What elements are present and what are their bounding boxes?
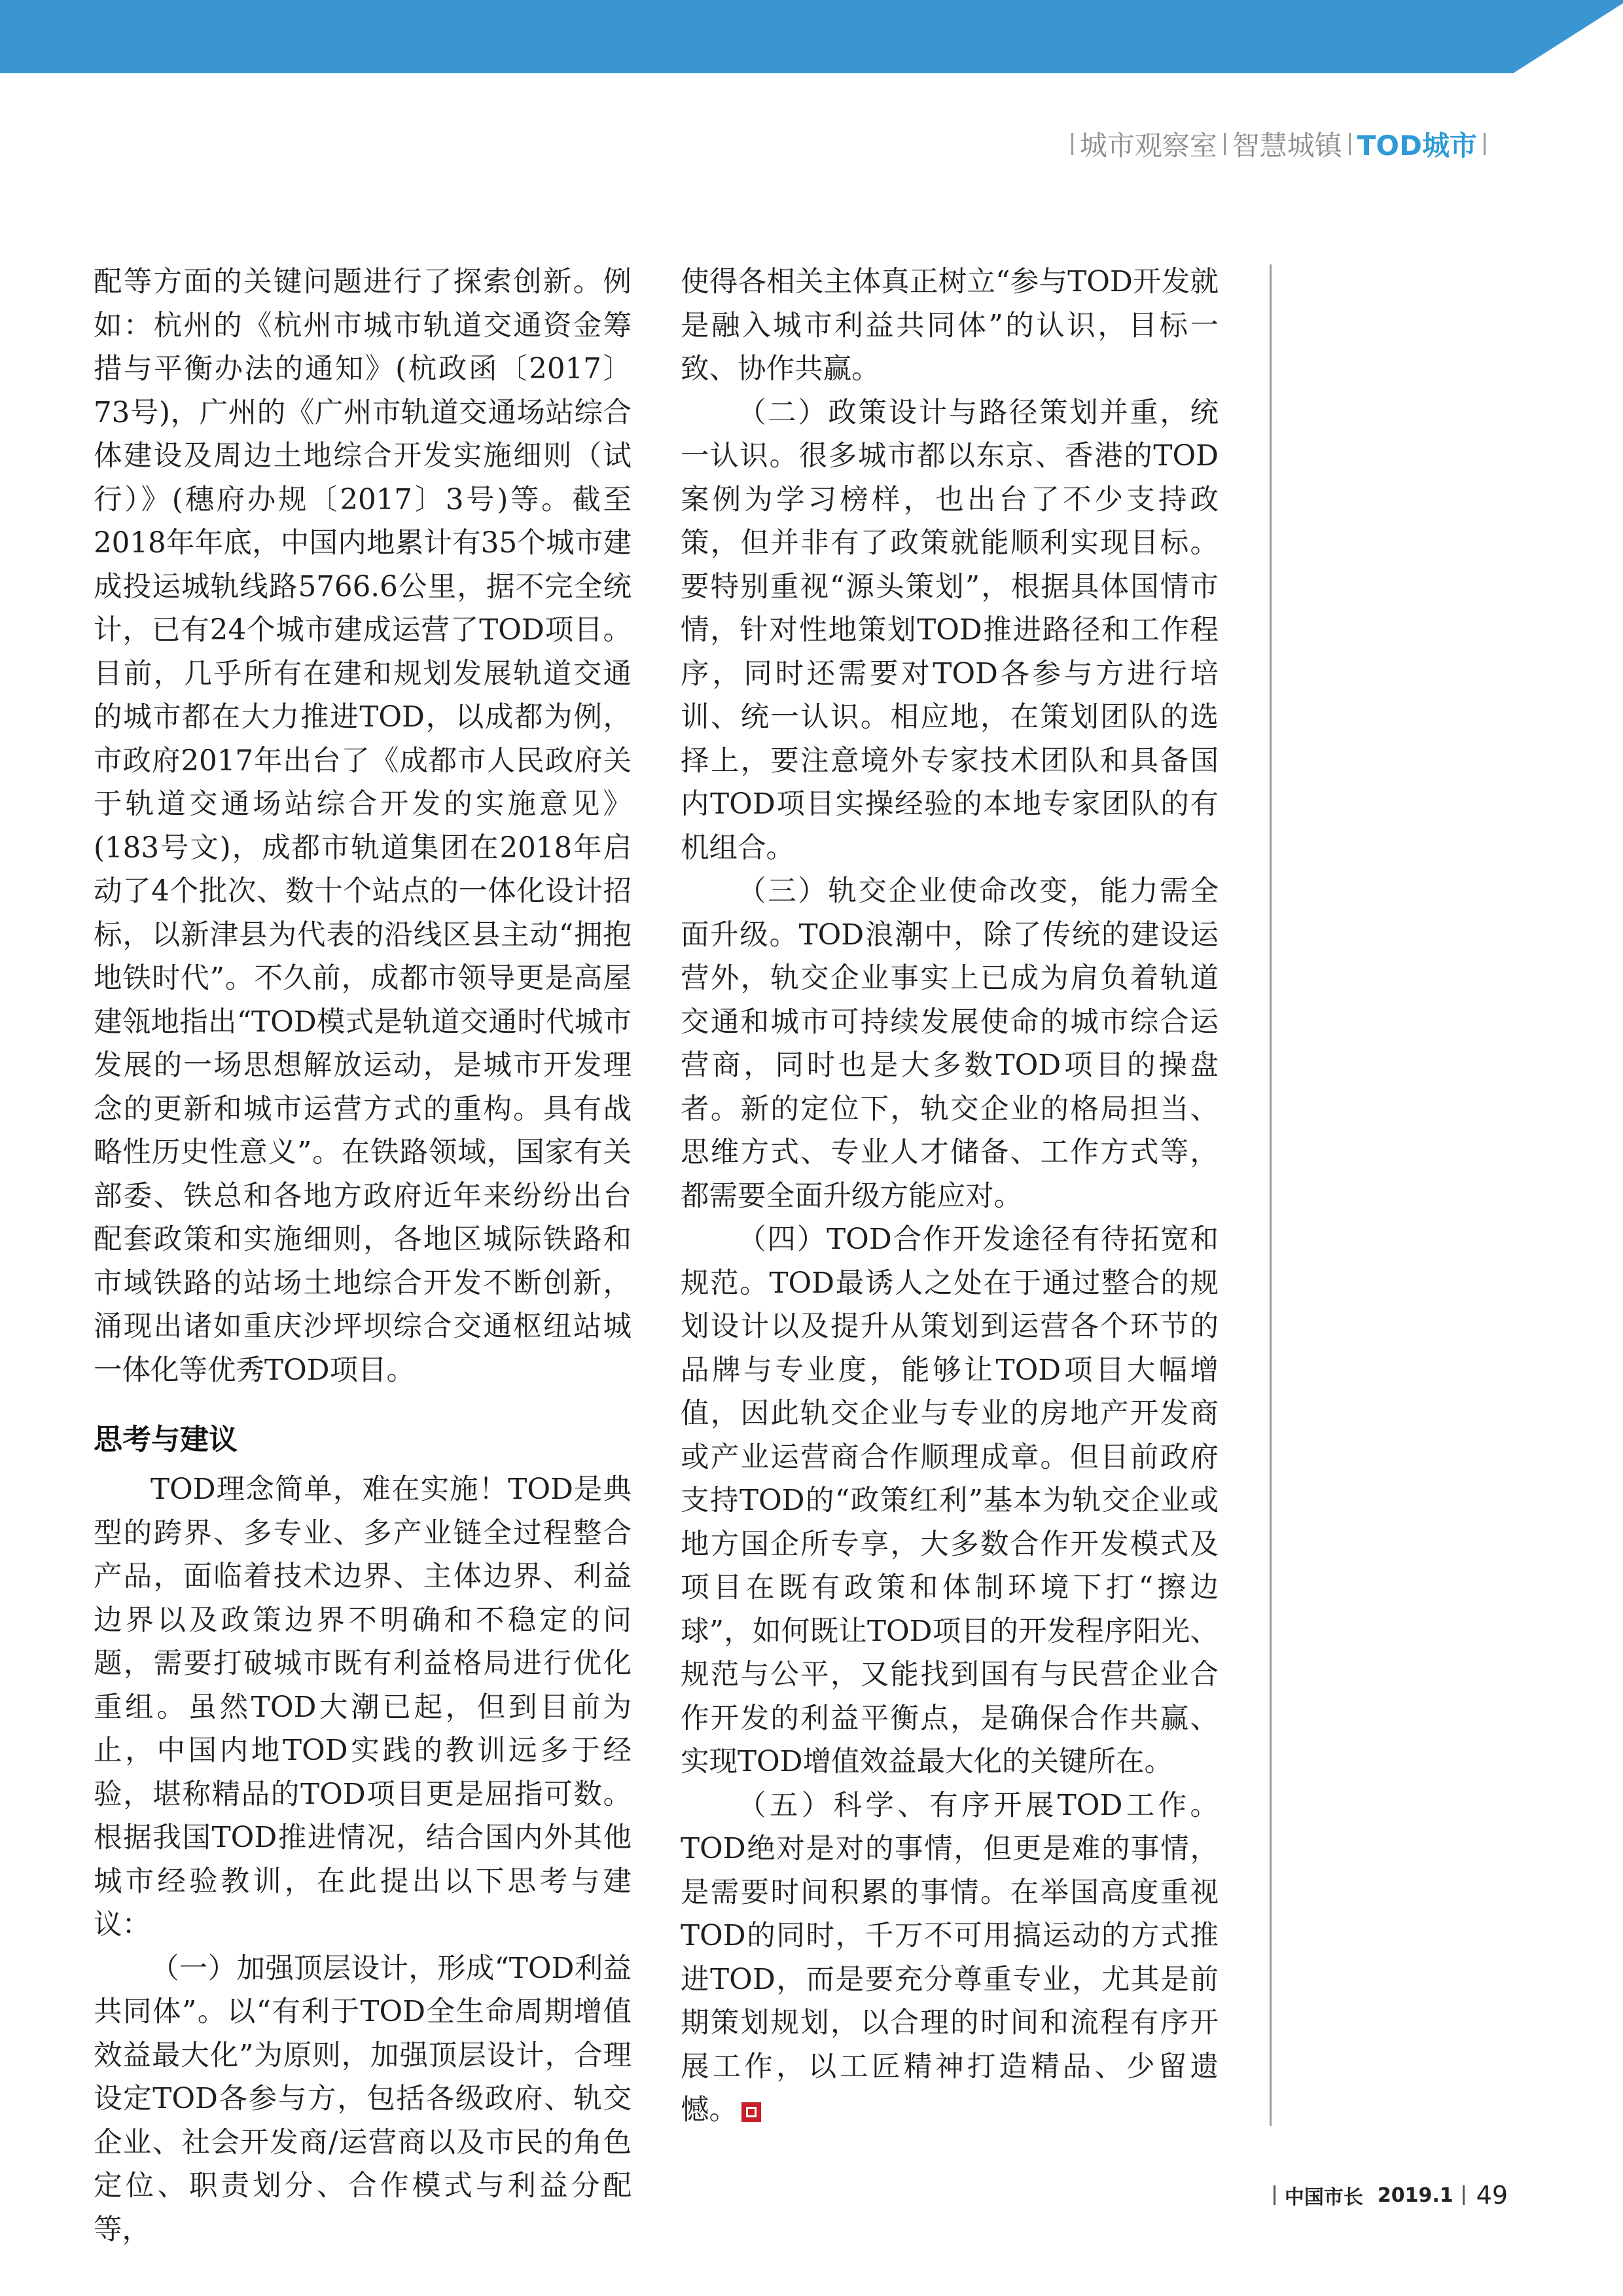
issue-number: 2019.1 [1377,2183,1454,2207]
body-paragraph: （二）政策设计与路径策划并重，统一认识。很多城市都以东京、香港的TOD案例为学习榜样，也出台了不少支持政策，但并非有了政策就能顺利实现目标。要特别重视“源头策划”，根据具体国情市情，针对性地策划TOD推进路径和工作程序，同时还需要对TOD各参与方进行培训、统一认识。相应地，在策划团队的选择上，要注意境外专家技术团队和具备国内TOD项目实操经验的本地专家团队的有机组合。 [681,396,1219,865]
footer-separator [1274,2185,1275,2205]
page-footer [1264,2181,1508,2210]
body-paragraph: 使得各相关主体真正树立“参与TOD开发就是融入城市利益共同体”的认识，目标一致、协作共赢。 [681,266,1219,386]
nav-separator [1224,133,1226,155]
left-column [94,260,632,2251]
footer-separator [1463,2185,1465,2205]
section-nav [1065,121,1492,167]
body-paragraph [681,1784,1219,2132]
column-divider [1270,264,1272,2126]
body-paragraph: （一）加强顶层设计，形成“TOD利益共同体”。以“有利于TOD全生命周期增值效益最大化”为原则，加强顶层设计，合理设定TOD各参与方，包括各级政府、轨交企业、社会开发商/运营商以及市民的角色定位、职责划分、合作模式与利益分配等， [94,1952,632,2246]
body-paragraph: TOD理念简单，难在实施！TOD是典型的跨界、多专业、多产业链全过程整合产品，面临着技术边界、主体边界、利益边界以及政策边界不明确和不稳定的问题，需要打破城市既有利益格局进行优化重组。虽然TOD大潮已起，但到目前为止，中国内地TOD实践的教训远多于经验，堪称精品的TOD项目更是屈指可数。根据我国TOD推进情况，结合国内外其他城市经验教训，在此提出以下思考与建议： [94,1473,632,1941]
section-heading: 思考与建议 [94,1423,238,1456]
article-end-icon [741,2102,761,2122]
body-paragraph: （四）TOD合作开发途径有待拓宽和规范。TOD最诱人之处在于通过整合的规划设计以及提升从策划到运营各个环节的品牌与专业度，能够让TOD项目大幅增值，因此轨交企业与专业的房地产开发商或产业运营商合作顺理成章。但目前政府支持TOD的“政策红利”基本为轨交企业或地方国企所专享，大多数合作开发模式及项目在既有政策和体制环境下打“擦边球”，如何既让TOD项目的开发程序阳光、规范与公平，又能找到国有与民营企业合作开发的利益平衡点，是确保合作共赢、实现TOD增值效益最大化的关键所在。 [681,1223,1219,1778]
nav-separator [1071,133,1073,155]
nav-separator [1484,133,1486,155]
magazine-name: 中国市长 [1284,2186,1363,2209]
nav-item-tod-city[interactable]: TOD城市 [1357,130,1477,162]
page-number: 49 [1476,2181,1508,2210]
right-column [681,260,1219,2132]
nav-item-smart-towns[interactable]: 智慧城镇 [1232,130,1342,162]
body-paragraph: （三）轨交企业使命改变，能力需全面升级。TOD浪潮中，除了传统的建设运营外，轨交企业事实上已成为肩负着轨道交通和城市可持续发展使命的城市综合运营商，同时也是大多数TOD项目的操盘者。新的定位下，轨交企业的格局担当、思维方式、专业人才储备、工作方式等，都需要全面升级方能应对。 [681,875,1219,1213]
final-paragraph-text: （五）科学、有序开展TOD工作。TOD绝对是对的事情，但更是难的事情，是需要时间积累的事情。在举国高度重视TOD的同时，千万不可用搞运动的方式推进TOD，而是要充分尊重专业，尤其是前期策划规划，以合理的时间和流程有序开展工作，以工匠精神打造精品、少留遗憾。 [681,1789,1219,2126]
body-paragraph: 配等方面的关键问题进行了探索创新。例如：杭州的《杭州市城市轨道交通资金筹措与平衡办法的通知》(杭政函〔2017〕73号)，广州的《广州市轨道交通场站综合体建设及周边土地综合开发实施细则（试行）》(穗府办规〔2017〕3号)等。截至2018年年底，中国内地累计有35个城市建成投运城轨线路5766.6公里，据不完全统计，已有24个城市建成运营了TOD项目。目前，几乎所有在建和规划发展轨道交通的城市都在大力推进TOD，以成都为例，市政府2017年出台了《成都市人民政府关于轨道交通场站综合开发的实施意见》(183号文)，成都市轨道集团在2018年启动了4个批次、数十个站点的一体化设计招标，以新津县为代表的沿线区县主动“拥抱地铁时代”。不久前，成都市领导更是高屋建瓴地指出“TOD模式是轨道交通时代城市发展的一场思想解放运动，是城市开发理念的更新和城市运营方式的重构。具有战略性历史性意义”。在铁路领域，国家有关部委、铁总和各地方政府近年来纷纷出台配套政策和实施细则，各地区城际铁路和市域铁路的站场土地综合开发不断创新，涌现出诸如重庆沙坪坝综合交通枢纽站城一体化等优秀TOD项目。 [94,266,632,1387]
nav-item-city-observatory[interactable]: 城市观察室 [1079,130,1217,162]
top-banner [0,0,1623,73]
nav-separator [1349,133,1351,155]
